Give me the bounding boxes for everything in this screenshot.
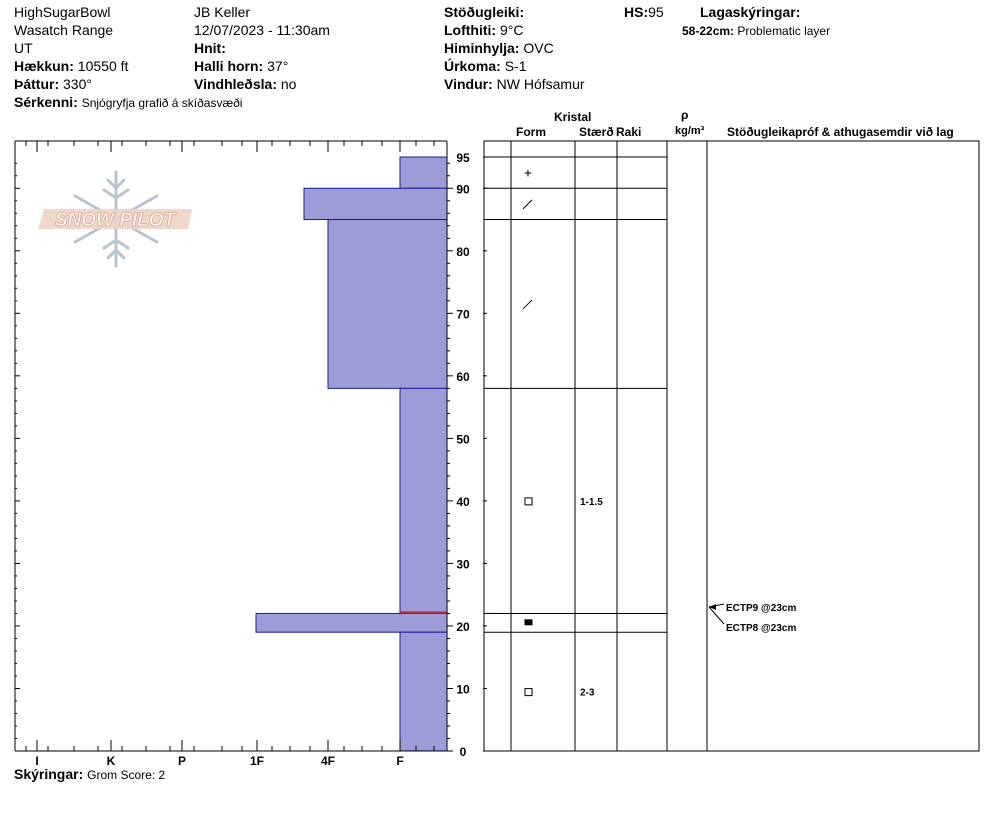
crystal-form-5: [525, 689, 532, 696]
aspect-value: 330°: [63, 76, 92, 92]
location-name: HighSugarBowl: [14, 4, 111, 20]
range-name: Wasatch Range: [14, 22, 114, 38]
crystal-form-4: [525, 620, 532, 625]
tests-header: Stöðugleikapróf & athugasemdir við lag: [727, 125, 954, 139]
slope-label: Halli horn:: [194, 58, 264, 74]
air-temp-label: Lofthiti:: [444, 22, 497, 38]
crystal-size-3: 1-1.5: [580, 496, 603, 508]
observation-datetime: 12/07/2023 - 11:30am: [194, 22, 330, 38]
precip-value: S-1: [504, 58, 527, 74]
features-value: Snjógryfja grafið á skíðasvæði: [81, 96, 243, 110]
layer-note-range: 58-22cm:: [682, 24, 735, 38]
wind-label: Vindur:: [444, 76, 493, 92]
depth-tick-label-4: 40: [456, 494, 470, 509]
logo-text: SNOW PILOT: [54, 210, 176, 231]
sky-value: OVC: [523, 40, 554, 56]
depth-tick-label-9: 90: [456, 182, 470, 197]
hardness-bar-3: [400, 388, 447, 613]
snowpilot-logo: [38, 172, 192, 266]
elevation-label: Hækkun:: [14, 58, 74, 74]
kristal-header: Kristal: [554, 110, 592, 124]
precip-label: Úrkoma:: [444, 58, 501, 74]
crystal-form-3: [525, 498, 532, 505]
slope-value: 37°: [267, 58, 289, 74]
depth-tick-label-7: 70: [456, 307, 470, 322]
size-header: Stærð: [579, 125, 614, 139]
depth-tick-label-5: 50: [456, 432, 470, 447]
wind-loading-label: Vindhleðsla:: [194, 76, 277, 92]
stability-label: Stöðugleiki:: [444, 4, 525, 20]
hardness-bar-4: [256, 613, 447, 632]
depth-tick-label-8: 80: [456, 244, 470, 259]
layer-table-frame: [484, 141, 979, 751]
layer-notes-label: Lagaskýringar:: [700, 4, 801, 20]
crystal-form-0: +: [523, 164, 533, 181]
depth-tick-label-2: 20: [456, 619, 470, 634]
test-pointer-1: [709, 607, 724, 624]
hardness-bar-1: [304, 188, 447, 219]
hardness-tick-label-1: K: [106, 754, 116, 768]
depth-tick-label-0: 0: [459, 745, 467, 759]
crystal-size-5: 2-3: [580, 687, 595, 699]
layer-note-text: Problematic layer: [737, 24, 831, 38]
hs-value: 95: [648, 4, 664, 20]
notes-label: Skýringar:: [14, 766, 84, 782]
footer-notes: [14, 766, 165, 784]
hardness-bar-2: [328, 220, 447, 389]
notes-value: Grom Score: 2: [87, 768, 166, 782]
depth-tick-label-1: 10: [456, 682, 470, 697]
depth-tick-label-6: 60: [456, 369, 470, 384]
wind-loading-value: no: [280, 76, 297, 92]
features-label: Sérkenni:: [14, 94, 78, 110]
density-unit-header: kg/m³: [675, 125, 705, 137]
form-header: Form: [516, 125, 546, 139]
depth-tick-label-3: 30: [456, 557, 470, 572]
hardness-tick-label-5: F: [396, 754, 404, 768]
wind-value: NW Hófsamur: [496, 76, 585, 92]
stability-test-1: ECTP8 @23cm: [726, 623, 797, 634]
state-name: UT: [14, 40, 33, 56]
hardness-bar-5: [400, 632, 447, 751]
depth-tick-label-10: 95: [456, 151, 470, 165]
crystal-form-2: [523, 300, 532, 309]
aspect-label: Þáttur:: [14, 76, 60, 92]
hardness-tick-label-4: 4F: [320, 754, 336, 768]
test-arrowhead: [709, 604, 716, 610]
sky-label: Himinhylja:: [444, 40, 520, 56]
hardness-bar-0: [400, 157, 447, 188]
hardness-tick-label-2: P: [177, 754, 187, 768]
elevation-value: 10550 ft: [77, 58, 129, 74]
hardness-tick-label-3: 1F: [249, 754, 265, 768]
observer-name: JB Keller: [194, 4, 251, 20]
moisture-header: Raki: [616, 125, 642, 139]
rho-header: ρ: [681, 108, 689, 122]
air-temp-value: 9°C: [499, 22, 524, 38]
hs-label: HS:: [624, 4, 649, 20]
hardness-tick-label-0: I: [35, 754, 39, 768]
stability-test-0: ECTP9 @23cm: [726, 603, 797, 614]
coords-label: Hnit:: [194, 40, 226, 56]
crystal-form-1: [523, 200, 532, 209]
